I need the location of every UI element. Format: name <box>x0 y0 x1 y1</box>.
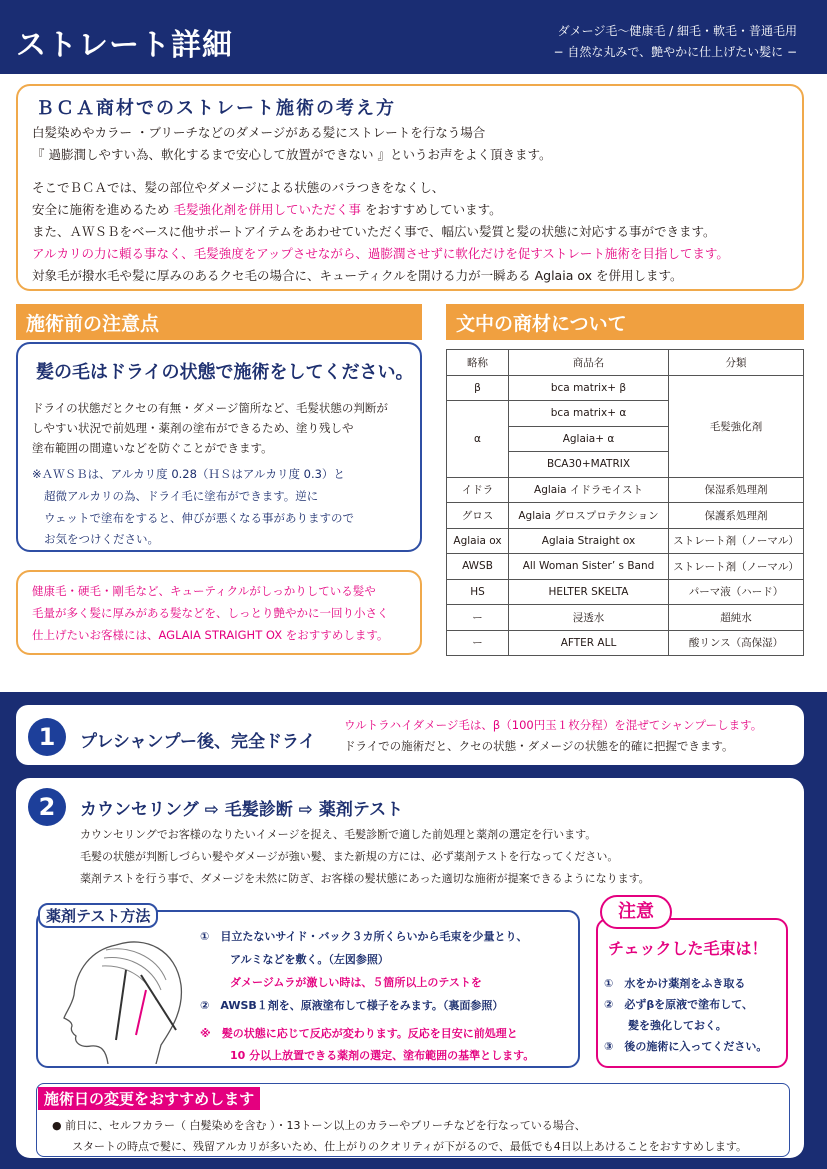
precautions-heading-bar <box>16 304 422 340</box>
category-cell: パーマ液（ハード） <box>669 579 804 605</box>
name-cell: bca matrix+ β <box>509 375 669 401</box>
category-cell: 毛髪強化剤 <box>669 375 804 477</box>
step2-line: 毛髪の状態が判断しづらい髪やダメージが強い髪、また新規の方には、必ず薬剤テストを行なってください。 <box>80 850 619 863</box>
header-subtitle: ダメージ毛〜健康毛 / 細毛・軟毛・普通毛用 <box>557 24 797 38</box>
step1-title: プレシャンプー後、完全ドライ <box>80 732 316 752</box>
concept-line: そこでＢＣＡでは、髪の部位やダメージによる状態のバラつきをなくし、 <box>32 180 445 195</box>
name-cell: All Woman Sister’ s Band <box>509 554 669 580</box>
table-row <box>447 605 804 631</box>
category-cell: ストレート剤（ノーマル） <box>669 528 804 554</box>
test-step: アルミなどを敷く。（左図参照） <box>230 953 389 966</box>
warning-step: ① 水をかけ薬剤をふき取る <box>604 977 746 990</box>
table-row <box>447 630 804 656</box>
header-tagline: − 自然な丸みで、艶やかに仕上げたい髪に − <box>553 45 797 59</box>
dry-line: ドライの状態だとクセの有無・ダメージ箇所など、毛髪状態の判断が <box>32 401 388 415</box>
name-cell: 浸透水 <box>509 605 669 631</box>
concept-line: 『 過膨潤しやすい為、軟化するまで安心して放置ができない 』というお声をよく頂きます。 <box>32 147 552 162</box>
abbr-cell: AWSB <box>447 554 509 580</box>
materials-heading: 文中の商材について <box>456 313 627 335</box>
abbr-cell: ー <box>447 605 509 631</box>
category-cell: 保護系処理剤 <box>669 503 804 529</box>
name-cell: bca matrix+ α <box>509 401 669 427</box>
table-row <box>447 503 804 529</box>
table-row <box>447 375 804 401</box>
concept-title: ＢＣＡ商材でのストレート施術の考え方 <box>36 98 396 119</box>
head-illustration <box>46 930 196 1064</box>
name-cell: Aglaia Straight ox <box>509 528 669 554</box>
abbr-cell: HS <box>447 579 509 605</box>
dry-note: お気をつけください。 <box>44 532 159 546</box>
abbr-cell: α <box>447 401 509 478</box>
abbr-cell: β <box>447 375 509 401</box>
abbr-cell: ー <box>447 630 509 656</box>
step1-note: ウルトラハイダメージ毛は、β（100円玉１枚分程）を混ぜてシャンプーします。 <box>344 718 763 732</box>
step2-line: カウンセリングでお客様のなりたいイメージを捉え、毛髪診断で適した前処理と薬剤の選定を行います。 <box>80 828 597 841</box>
table-row <box>447 579 804 605</box>
step2-title: カウンセリング ⇨ 毛髪診断 ⇨ 薬剤テスト <box>80 800 404 820</box>
warning-step: ② 必ずβを原液で塗布して、 <box>604 998 753 1011</box>
test-step-note: ダメージムラが激しい時は、５箇所以上のテストを <box>230 976 482 989</box>
warning-step: ③ 後の施術に入ってください。 <box>604 1040 768 1053</box>
step2-line: 薬剤テストを行う事で、ダメージを未然に防ぎ、お客様の髪状態にあった適切な施術が提案できるようになります。 <box>80 872 650 885</box>
dry-title: 髪の毛はドライの状態で施術をしてください。 <box>36 362 414 383</box>
change-date-line: ● 前日に、セルフカラー（ 白髪染めを含む ）・13トーン以上のカラーやブリーチなどを行なっている場合、 <box>52 1119 586 1132</box>
change-date-label: 施術日の変更をおすすめします <box>38 1087 260 1110</box>
abbr-cell: グロス <box>447 503 509 529</box>
dry-line: 塗布範囲の間違いなどを防ぐことができます。 <box>32 441 273 455</box>
dry-note: ウェットで塗布をすると、伸びが悪くなる事がありますので <box>44 511 355 525</box>
category-cell: 保湿系処理剤 <box>669 477 804 503</box>
test-step: ② AWSB１剤を、原液塗布して様子をみます。（裏面参照） <box>200 999 504 1012</box>
hard-hair-line: 健康毛・硬毛・剛毛など、キューティクルがしっかりしている髪や <box>32 584 376 598</box>
table-row <box>447 554 804 580</box>
category-cell: 超純水 <box>669 605 804 631</box>
test-step: ① 目立たないサイド・バック３カ所くらいから毛束を少量とり、 <box>200 930 528 943</box>
concept-highlight: 毛髪強化剤を併用していただく事 <box>173 202 361 217</box>
materials-heading-bar <box>446 304 804 340</box>
test-method-label: 薬剤テスト方法 <box>38 903 158 928</box>
warning-step: 髪を強化しておく。 <box>628 1019 727 1032</box>
page-title: ストレート詳細 <box>16 28 233 63</box>
step1-number: 1 <box>28 718 66 756</box>
abbr-cell: Aglaia ox <box>447 528 509 554</box>
test-note: ※ 髪の状態に応じて反応が変わります。反応を目安に前処理と <box>200 1027 518 1040</box>
warning-label: 注意 <box>600 895 672 929</box>
concept-text: をおすすめしています。 <box>361 202 502 217</box>
concept-line <box>32 202 502 218</box>
step2-number: 2 <box>28 788 66 826</box>
hard-hair-line: 毛量が多く髪に厚みがある髪などを、しっとり艶やかに一回り小さく <box>32 606 389 620</box>
table-header-row <box>447 350 804 376</box>
dry-line: しやすい状況で前処理・薬剤の塗布ができるため、塗り残しや <box>32 421 354 435</box>
name-cell: AFTER ALL <box>509 630 669 656</box>
name-cell: Aglaia グロスプロテクション <box>509 503 669 529</box>
precautions-heading: 施術前の注意点 <box>26 313 160 335</box>
name-cell: Aglaia+ α <box>509 426 669 452</box>
name-cell: Aglaia イドラモイスト <box>509 477 669 503</box>
category-cell: 酸リンス（高保湿） <box>669 630 804 656</box>
dry-note: ※ＡＷＳＢは、アルカリ度 0.28（ＨＳはアルカリ度 0.3）と <box>32 467 345 481</box>
concept-line: また、ＡＷＳＢをベースに他サポートアイテムをあわせていただく事で、幅広い髪質と髪の状態に対応する事ができます。 <box>32 224 716 239</box>
concept-highlight-line: アルカリの力に頼る事なく、毛髪強度をアップさせながら、過膨潤させずに軟化だけを促すストレート施術を目指してます。 <box>32 246 729 261</box>
name-cell: HELTER SKELTA <box>509 579 669 605</box>
concept-text: 安全に施術を進めるため <box>32 202 174 217</box>
hard-hair-line: 仕上げたいお客様には、AGLAIA STRAIGHT OX をおすすめします。 <box>32 628 389 642</box>
change-date-line: スタートの時点で髪に、残留アルカリが多いため、仕上がりのクオリティが下がるので、最低でも4日以上あけることをおすすめします。 <box>72 1140 748 1153</box>
abbr-cell: イドラ <box>447 477 509 503</box>
warning-title: チェックした毛束は！ <box>608 939 768 958</box>
test-note: 10 分以上放置できる薬剤の選定、塗布範囲の基準とします。 <box>230 1049 535 1062</box>
dry-note: 超微アルカリの為、ドライ毛に塗布ができます。逆に <box>44 489 319 503</box>
name-cell: BCA30+MATRIX <box>509 452 669 478</box>
table-header: 略称 <box>447 350 509 376</box>
step1-note: ドライでの施術だと、クセの状態・ダメージの状態を的確に把握できます。 <box>344 739 734 753</box>
table-row <box>447 477 804 503</box>
concept-line: 対象毛が撥水毛や髪に厚みのあるクセ毛の場合に、キューティクルを開ける力が一瞬ある Aglaia ox を併用します。 <box>32 268 683 283</box>
materials-table <box>446 349 804 656</box>
concept-line: 白髪染めやカラー ・ブリーチなどのダメージがある髪にストレートを行なう場合 <box>32 125 486 140</box>
table-row <box>447 528 804 554</box>
category-cell: ストレート剤（ノーマル） <box>669 554 804 580</box>
table-header: 分類 <box>669 350 804 376</box>
table-header: 商品名 <box>509 350 669 376</box>
